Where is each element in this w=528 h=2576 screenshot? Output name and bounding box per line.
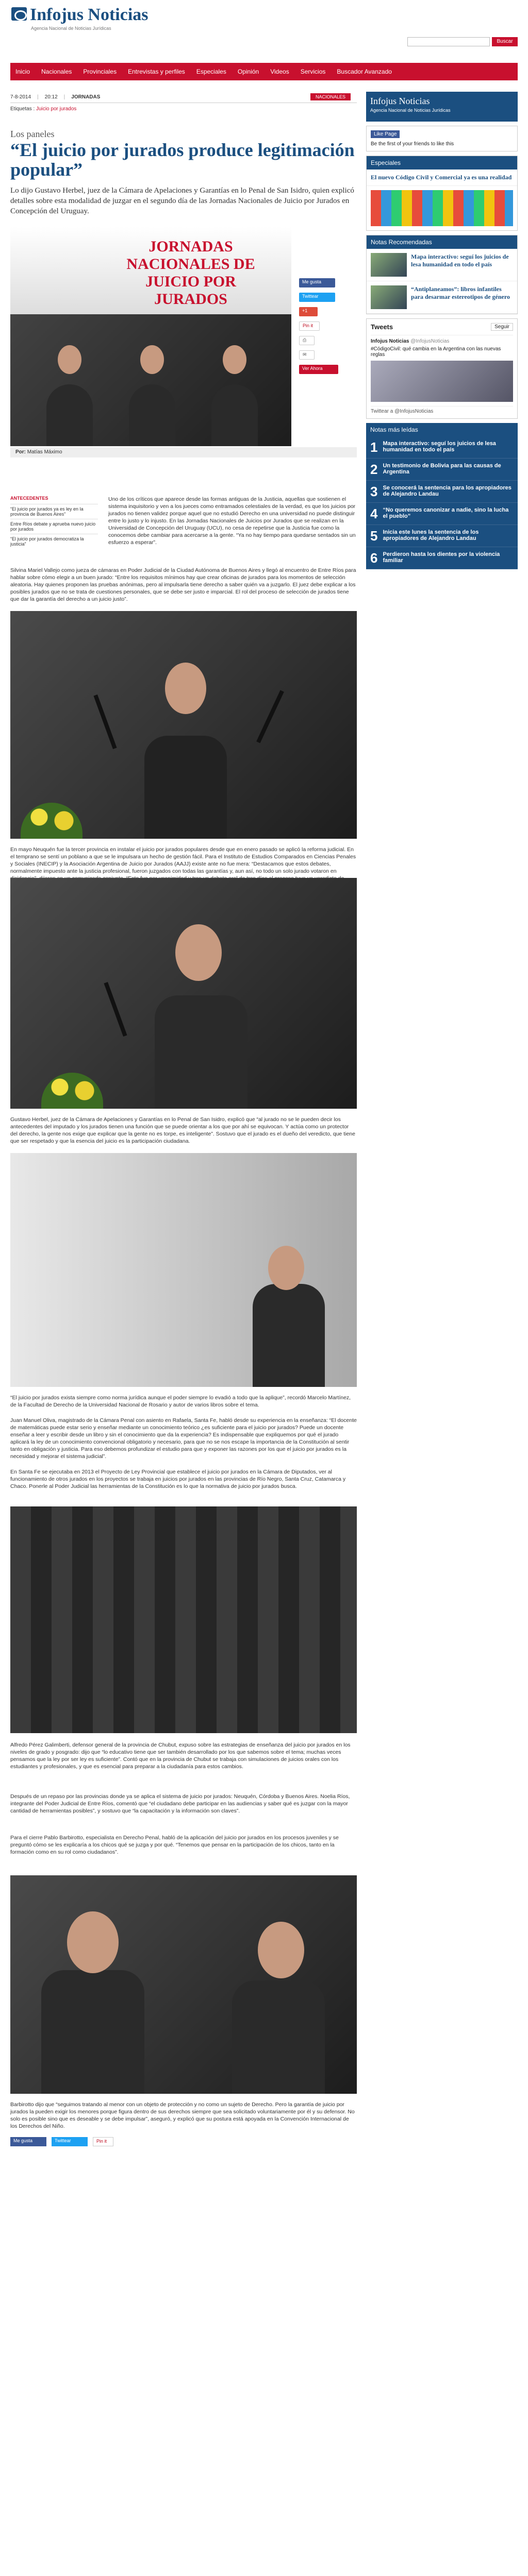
photo-person <box>211 384 258 446</box>
breadcrumb-tag[interactable]: Juicio por jurados <box>36 106 77 112</box>
paragraph: Gustavo Herbel, juez de la Cámara de Apelaciones y Garantías en lo Penal de San Isidro, explicó que “al jurado no se le pueden decir los antecedentes del imputado y los jurados tienen una función que se puede orientar a los que por ahí se equivocan. Y actúa como un protector del derecho, la gente nos exige que explicar que la gente no es torpe, es inteligente”. Sostuvo que el jurado es el dueño del veredicto, que tiene que ser respetado y que la esencia del juicio es la participación ciudadana. <box>10 1116 355 1144</box>
paragraph: En Santa Fe se ejecutaba en 2013 el Proyecto de Ley Provincial que establece el juicio por jurados en la Cámara de Diputados, ver al funcionamiento de otros jurados en los proyectos se trabaja en juicios por jurados en las provincias de Río Negro, Santa Cruz, Catamarca y Chaco. Ponerle al Poder Judicial las herramientas de la Constitución es lo que la normativa de juicio por jurados busca. <box>10 1469 346 1489</box>
recomendadas-box <box>366 235 518 314</box>
nav-item-buscador[interactable]: Buscador Avanzado <box>337 68 392 75</box>
facebook-like-button[interactable]: Me gusta <box>10 2137 46 2146</box>
leidas-title: Notas más leídas <box>366 423 518 436</box>
tweet-author[interactable]: Infojus Noticias <box>371 338 409 344</box>
related-antecedents <box>10 496 98 549</box>
like-text: Be the first of your friends to like this <box>371 141 454 147</box>
article-date: 7-8-2014 <box>10 94 31 100</box>
leida-title[interactable]: “No queremos canonizar a nadie, sino la lucha el pueblo” <box>383 507 509 519</box>
infojus-logo-icon[interactable] <box>11 7 27 21</box>
paragraph: “El juicio por jurados exista siempre como norma jurídica aunque el poder siempre lo evadió a todo que la aplique”, recordó Marcelo Martínez, de la Facultad de Derecho de la Universidad Nacional de Rosario y autor de varios libros sobre el tema. <box>10 1395 351 1408</box>
recomendada-title[interactable]: Mapa interactivo: seguí los juicios de lesa humanidad en todo el país <box>411 253 509 268</box>
leida-title[interactable]: Perdieron hasta los dientes por la violencia familiar <box>383 551 500 564</box>
tweet-text: #CódigoCivil: qué cambia en la Argentina con las nuevas reglas <box>371 346 501 358</box>
sidebar-brand[interactable]: Infojus Noticias <box>370 96 430 106</box>
site-header <box>10 0 518 49</box>
breadcrumb <box>10 106 76 112</box>
article-title: “El juicio por jurados produce legitimación popular” <box>10 140 355 180</box>
rank-number: 2 <box>370 462 378 477</box>
photo-microphone <box>256 690 284 743</box>
recomendada-item[interactable] <box>367 281 517 314</box>
pinterest-button[interactable]: Pin it <box>93 2137 113 2146</box>
photo-microphone <box>93 694 117 749</box>
rank-number: 3 <box>370 484 378 499</box>
tweets-header <box>371 323 513 331</box>
hero-photo[interactable] <box>10 227 291 446</box>
article-section[interactable]: JORNADAS <box>71 94 101 100</box>
antecedent-link[interactable]: “El juicio por jurados ya es ley en la provincia de Buenos Aires” <box>10 504 98 519</box>
paragraph: Alfredo Pérez Galimberti, defensor general de la provincia de Chubut, expuso sobre las estrategias de enseñanza del juicio por jurados en los niveles de grado y posgrado: dijo que “lo educativo tiene que ser también desarrollado por los que sabemos sobre el tema; muchas veces pensamos que la ley por ser ley es suficiente”. Contó que en la provincia de Chubut se trabaja con simulaciones de juicios orales con los estudiantes y profesionales, y que es esencial para preparar a la ciudadanía para estos cambios. <box>10 1742 351 1770</box>
rank-number: 6 <box>370 550 378 566</box>
leida-title[interactable]: Un testimonio de Bolivia para las causas de Argentina <box>383 463 501 475</box>
paragraph: Juan Manuel Oliva, magistrado de la Cámara Penal con asiento en Rafaela, Santa Fe, habló desde su experiencia en la enseñanza: “El docente de matemáticas puede estar serio y enseñar mediante un conocimiento teórico ¿es suficiente para el juicio por jurados? Puede un docente enseñar a leer y escribir desde un libro y sin el conocimiento que da la experiencia? Es indispensable que expliquemos por qué el jurado aplicará la ley de un conocimiento convencional obligatorio y necesario, para que no se nos escape la importancia de la Constitución al sentir tanto en obligación y justicia. Para eso debemos profundizar el estudio para que y exponer las razones por los que el juicio por jurados es la necesidad y mejorar el sistema judicial”. <box>10 1417 357 1460</box>
leida-item[interactable] <box>366 547 518 569</box>
photo-person <box>155 995 248 1109</box>
rank-number: 5 <box>370 528 378 544</box>
paragraph: Barbirotto dijo que “seguimos tratando al menor con un objeto de protección y no como un sujeto de Derecho. Pero la garantía de juicio por jurados la pueden exigir los menores porque figura dentro de sus derechos siempre que sea solicitado voluntariamente por él y su defensor. No solo es posible sino que es deseable y se debe impulsar”, aseguró, y explicó que su postura está apoyada en la Convención Internacional de los Derechos del Niño. <box>10 2102 355 2129</box>
recomendada-item[interactable] <box>367 249 517 281</box>
paragraph: En mayo Neuquén fue la tercer provincia en instalar el juicio por jurados populares desde que en enero pasado se aplicó la reforma judicial. En el temprano se sentí un poblano a que se le impulsara un hecho de gestión fácil. Para el Instituto de Estudios Comparados en Ciencias Penales y Sociales (INECIP) y la Asociación Argentina de Juicio por Jurados (AAJJ) existe ante no fue mera: “Destacamos que estos debates, normalmente impuesto ante la justicia profesional, fueron juzgados con todas las garantías y, aun así, no todo un solo jurado votaron en <box>10 846 356 874</box>
photo-person <box>46 384 93 446</box>
paragraph: Para el cierre Pablo Barbirotto, especialista en Derecho Penal, habló de la aplicación del juicio por jurados en los procesos juveniles y se preguntó cómo se les explicaría a los chicos qué se juzga y por qué. “Tenemos que pensar en la participación de los chicos, tanto en la formación como en su rol como ciudadanos”. <box>10 1835 339 1855</box>
facebook-like-button[interactable]: Me gusta <box>299 278 335 287</box>
article-photo-vallejo[interactable] <box>10 611 357 839</box>
tweets-title: Tweets <box>371 323 393 331</box>
nav-item-provinciales[interactable]: Provinciales <box>83 68 117 75</box>
especial-thumbnail[interactable] <box>371 190 513 226</box>
meta-divider: | <box>63 94 65 100</box>
article-meta <box>10 92 357 103</box>
leida-title[interactable]: Se conocerá la sentencia para los apropiadores de Alejandro Landau <box>383 485 512 497</box>
leida-item[interactable] <box>366 503 518 525</box>
photo-banner-text: JORNADAS NACIONALES DE JUICIO POR JURADOS <box>126 238 255 308</box>
antecedents-title: ANTECEDENTES <box>10 496 48 501</box>
tweets-follow-button[interactable]: Seguir <box>491 323 513 331</box>
especial-title[interactable]: El nuevo Código Civil y Comercial ya es una realidad <box>371 174 512 181</box>
meta-divider: | <box>37 94 39 100</box>
leida-item[interactable] <box>366 459 518 481</box>
article-photo-herbel[interactable] <box>10 878 357 1109</box>
photo-backdrop <box>10 1506 357 1733</box>
photo-face <box>268 1246 304 1290</box>
antecedent-link[interactable]: “El juicio por jurados democratiza la justicia” <box>10 534 98 549</box>
photo-face <box>58 345 81 374</box>
like-page-button[interactable]: Like Page <box>371 130 400 138</box>
leidas-box <box>366 423 518 569</box>
article-photo-audience[interactable] <box>10 1506 357 1733</box>
photo-person <box>232 1980 325 2094</box>
site-brand-subtitle: Agencia Nacional de Noticias Jurídicas <box>31 26 111 31</box>
twitter-share-button[interactable]: Twittear <box>52 2137 88 2146</box>
nav-item-nacionales[interactable]: Nacionales <box>41 68 72 75</box>
sidebar-brand-box <box>366 92 518 122</box>
photo-credit <box>10 447 357 457</box>
tweets-box <box>366 318 518 419</box>
tweet-image[interactable] <box>371 361 513 402</box>
facebook-widget <box>366 126 518 151</box>
photo-face <box>67 1911 119 1973</box>
googleplus-button[interactable]: +1 <box>299 307 318 316</box>
especiales-title: Especiales <box>367 156 517 170</box>
section-tag[interactable]: NACIONALES <box>310 93 351 100</box>
paragraph: Después de un repaso por las provincias donde ya se aplica el sistema de juicio por jurados: Neuquén, Córdoba y Buenos Aires. Noelia Ríos, integrante del Poder Judicial de Entre Ríos, comentó que “el ciudadano debe participar en las audiencias y saber qué es juzgar con la mayor cantidad de herramientas posibles”, y sostuvo que “la capacitación y la información son claves”. <box>10 1793 350 1814</box>
nav-item-servicios[interactable]: Servicios <box>300 68 326 75</box>
nav-item-inicio[interactable]: Inicio <box>15 68 30 75</box>
print-icon[interactable]: ⎙ <box>299 336 315 345</box>
recomendada-thumbnail[interactable] <box>371 253 407 277</box>
tweet-handle[interactable]: @InfojusNoticias <box>410 338 450 344</box>
paragraph: Uno de los críticos que aparece desde las formas antiguas de la Justicia, aquellas que sostienen el sistema inquisitorio y ven a los jueces como entramados celestiales de la verdad, es que los juicios por jurados no tienen validez porque aquel que no estudió Derecho en una universidad no puede distinguir entre lo justo y lo injusto. En las Jornadas Nacionales de Juicios por Jurados que se realizan en la Universidad de Concepción del Uruguay (UCU), no cesa de repetirse que la Justicia fue como la conocemos debe cambiar para acercarse a la gente. “Ya no hay tiempo para quedarse sentados sin un esfuerzo a esperar”. <box>108 496 356 546</box>
view-more-button[interactable]: Ver Ahora <box>299 365 338 374</box>
leida-item[interactable] <box>366 436 518 459</box>
sidebar-brand-sub: Agencia Nacional de Noticias Jurídicas <box>370 108 451 113</box>
photo-face <box>258 1922 304 1978</box>
photo-face <box>140 345 164 374</box>
rank-number: 1 <box>370 439 378 455</box>
photo-face <box>165 663 206 714</box>
nav-item-videos[interactable]: Videos <box>270 68 289 75</box>
photo-face <box>175 924 222 981</box>
article-lede: Lo dijo Gustavo Herbel, juez de la Cámara de Apelaciones y Garantías en lo Penal de San Isidro, quien explicó detalles sobre esta modalidad de juzgar en el segundo día de las Jornadas Nacionales de Juicio por Jurados en Concepción del Uruguay. <box>10 187 354 215</box>
search-input[interactable] <box>407 37 490 46</box>
leida-title[interactable]: Mapa interactivo: seguí los juicios de lesa humanidad en todo el país <box>383 440 496 453</box>
article-time: 20:12 <box>44 94 58 100</box>
paragraph: Silvina Mariel Vallejo como jueza de cámaras en Poder Judicial de la Ciudad Autónoma de Buenos Aires y llegó al encuentro de Entre Ríos para hablar sobre cómo elegir a un buen jurado: “Entre los requisitos mínimos hay que crear oficinas de jurados para los momentos de selección aleatoria. Hay quienes proponen las pruebas anónimas, pero al impulsarla tiene derecho a saber quién va a juzgarlo. El juez debe explicar a los posibles jurados que no se trata de cuestiones personales, que se debe ser justo e imparcial. El rol del proceso de selección de jurados tiene que dar la garantía del derecho a un juicio justo”. <box>10 567 356 602</box>
nav-item-opinion[interactable]: Opinión <box>237 68 259 75</box>
search-button[interactable]: Buscar <box>492 37 518 46</box>
breadcrumb-label: Etiquetas : <box>10 106 35 112</box>
photo-flowers <box>41 1073 103 1109</box>
nav-item-especiales[interactable]: Especiales <box>196 68 226 75</box>
article-photo-barbirotto[interactable] <box>10 1875 357 2094</box>
credit-label: Por: <box>15 449 26 455</box>
tweet-compose-footer[interactable]: Twittear a @InfojusNoticias <box>371 406 513 414</box>
article-kicker: Los paneles <box>10 129 55 139</box>
leida-item[interactable] <box>366 481 518 503</box>
leida-item[interactable] <box>366 525 518 547</box>
nav-item-entrevistas[interactable]: Entrevistas y perfiles <box>128 68 185 75</box>
pinterest-button[interactable]: Pin it <box>299 321 320 331</box>
photo-flowers <box>21 803 82 839</box>
photo-person <box>144 736 227 839</box>
article-photo-speaker[interactable] <box>10 1153 357 1387</box>
page <box>10 0 518 2576</box>
share-column <box>299 278 356 379</box>
credit-name: Matías Máximo <box>27 449 62 455</box>
sidebar <box>366 92 518 569</box>
recomendada-title[interactable]: “Antiplaneamos”: libros infantiles para desarmar estereotipos de género <box>411 285 510 300</box>
rank-number: 4 <box>370 506 378 521</box>
recomendada-thumbnail[interactable] <box>371 285 407 309</box>
photo-person <box>41 1970 144 2094</box>
photo-person <box>253 1284 325 1387</box>
twitter-share-button[interactable]: Twittear <box>299 293 335 302</box>
photo-microphone <box>104 982 127 1037</box>
recomendadas-title: Notas Recomendadas <box>367 235 517 249</box>
photo-person <box>129 384 175 446</box>
bottom-share-row <box>10 2137 113 2146</box>
antecedent-link[interactable]: Entre Ríos debate y aprueba nuevo juicio por jurados <box>10 519 98 534</box>
especial-item[interactable] <box>367 170 517 186</box>
leida-title[interactable]: Inicia este lunes la sentencia de los apropiadores de Alejandro Landau <box>383 529 479 541</box>
tweet[interactable] <box>371 335 513 402</box>
photo-face <box>223 345 246 374</box>
site-brand[interactable]: Infojus Noticias <box>30 5 148 24</box>
main-nav <box>10 63 518 80</box>
email-icon[interactable]: ✉ <box>299 350 315 360</box>
especiales-box <box>366 156 518 231</box>
